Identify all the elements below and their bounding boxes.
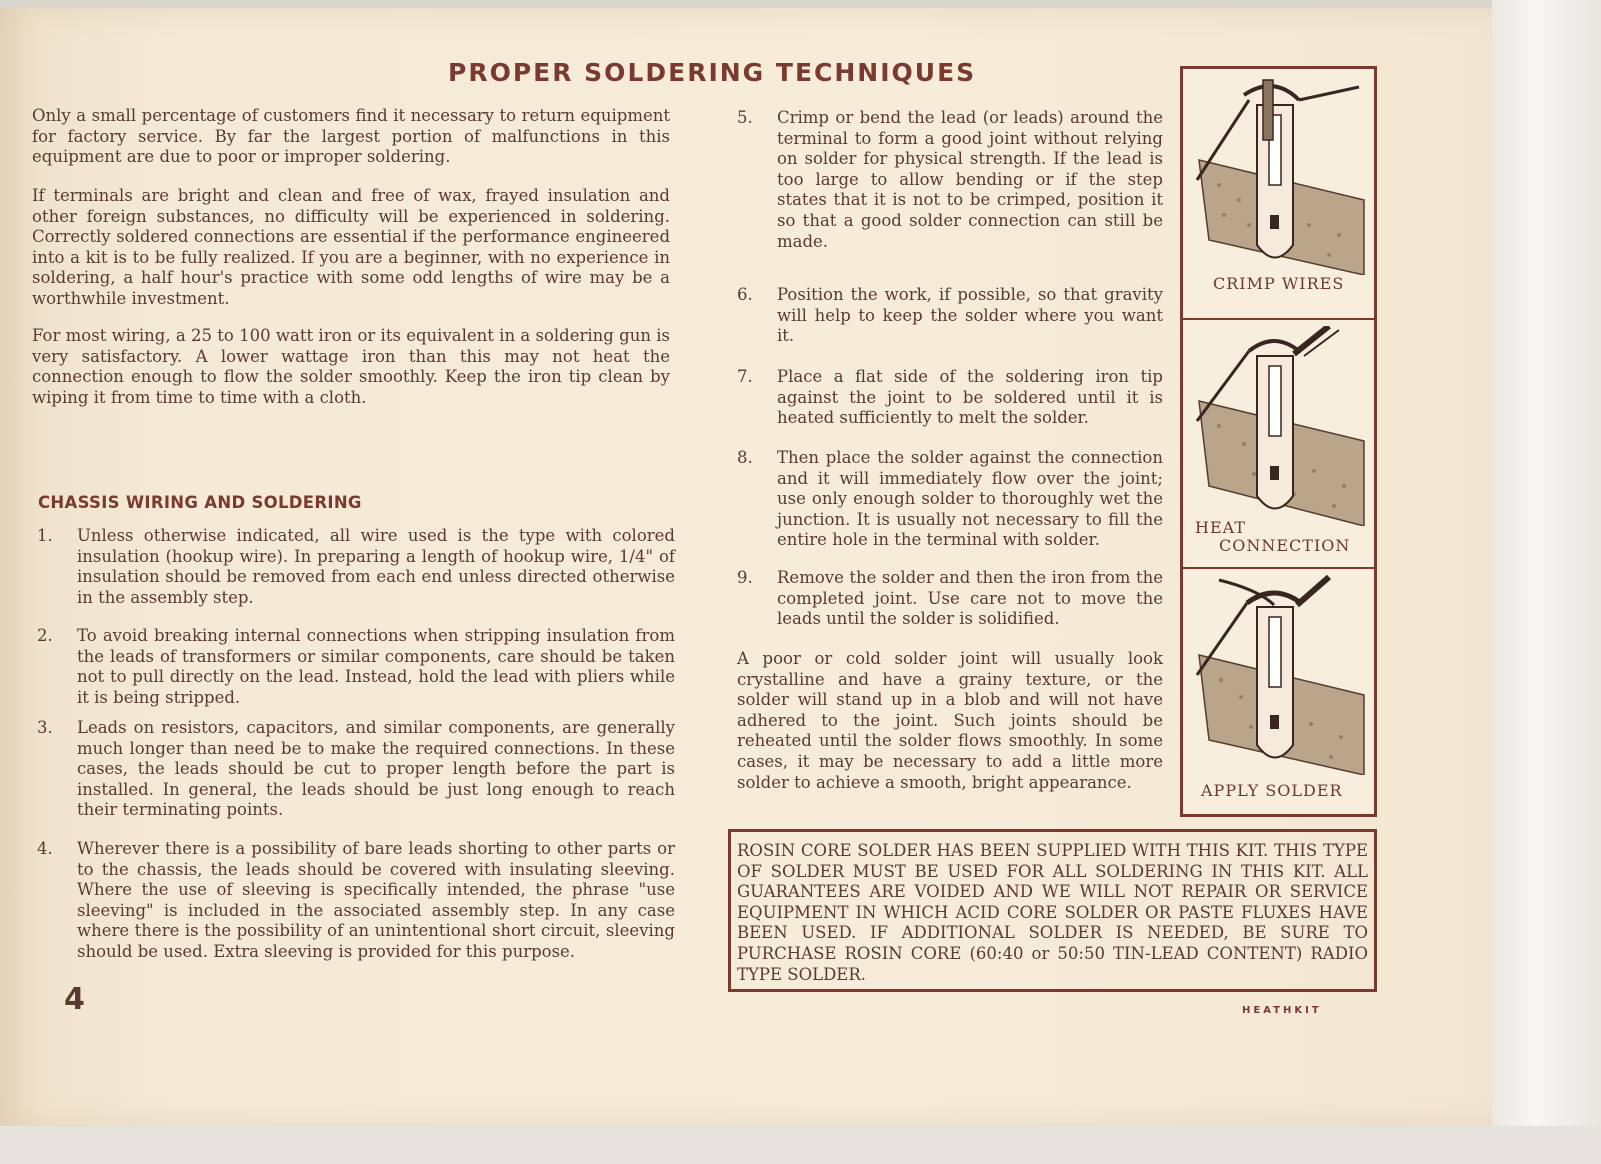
step-number: 2. (37, 626, 53, 645)
intro-paragraph-3: For most wiring, a 25 to 100 watt iron or its equivalent in a soldering gun is very satisfactory. A lower wattage iron than this may not heat the connection enough to flow the solder smoothly. Keep the iron tip clean by wiping it from time to time with a cloth. (32, 326, 670, 407)
figure-panel (1180, 66, 1377, 817)
step-number: 7. (737, 367, 753, 386)
step-number: 9. (737, 568, 753, 587)
step-text: Place a flat side of the soldering iron tip against the joint to be soldered until it is heated sufficiently to melt the solder. (777, 367, 1163, 428)
step-number: 3. (37, 718, 53, 737)
step-text: Remove the solder and then the iron from the completed joint. Use care not to move the leads until the solder is solidified. (777, 568, 1163, 629)
rosin-core-warning-box (728, 829, 1377, 992)
figure-caption-line1: HEAT (1195, 518, 1246, 537)
step-text: Wherever there is a possibility of bare leads shorting to other parts or to the chassis, the leads should be covered with insulating sleeving. Where the use of sleeving is specifically intended, the phrase "use sleeving" is included in the associated assembly step. In any case where there is the possibility of an unintentional short circuit, sleeving should be used. Extra sleeving is provided for this purpose. (77, 839, 675, 961)
terminal-illustration (1189, 75, 1369, 275)
page-title: PROPER SOLDERING TECHNIQUES (448, 58, 977, 87)
figure-caption: APPLY SOLDER (1201, 781, 1343, 800)
terminal-illustration (1189, 326, 1369, 526)
heat-connection-figure (1183, 318, 1374, 568)
figure-caption-line2: CONNECTION (1219, 536, 1351, 555)
step-number: 6. (737, 285, 753, 304)
intro-paragraph-1: Only a small percentage of customers find it necessary to return equipment for factory service. By far the largest portion of malfunctions in this equipment are due to poor or improper soldering. (32, 106, 670, 167)
step-text: Then place the solder against the connection and it will immediately flow over the joint; use only enough solder to thoroughly wet the junction. It is usually not necessary to fill the entire hole in the terminal with solder. (777, 448, 1163, 550)
scan-background (0, 1126, 1601, 1164)
step-text: Crimp or bend the lead (or leads) around the terminal to form a good joint without relying on solder for physical strength. If the lead is too large to allow bending or if the step states that it is not to be crimped, position it so that a good solder connection can still be made. (777, 108, 1163, 251)
apply-solder-figure (1183, 567, 1374, 817)
step-number: 1. (37, 526, 53, 545)
intro-paragraph-2: If terminals are bright and clean and free of wax, frayed insulation and other foreign substances, no difficulty will be experienced in soldering. Correctly soldered connections are essential if the performance engineered into a kit is to be fully realized. If you are a beginner, with no experience in soldering, a half hour's practice with some odd lengths of wire may be a worthwhile investment. (32, 186, 670, 308)
cold-joint-paragraph: A poor or cold solder joint will usually look crystalline and have a grainy texture, or the solder will stand up in a blob and will not have adhered to the joint. Such joints should be reheated until the solder flows smoothly. In some cases, it may be necessary to add a little more solder to achieve a smooth, bright appearance. (737, 649, 1163, 792)
step-text: Leads on resistors, capacitors, and similar components, are generally much longer than need be to make the required connections. In these cases, the leads should be cut to proper length before the part is installed. In general, the leads should be just long enough to reach their terminating points. (77, 718, 675, 820)
crimp-wires-figure (1183, 69, 1374, 317)
warning-text: ROSIN CORE SOLDER HAS BEEN SUPPLIED WITH THIS KIT. THIS TYPE OF SOLDER MUST BE USED FOR ALL SOLDERING IN THIS KIT. ALL GUARANTEES ARE VOIDED AND WE WILL NOT REPAIR OR SERVICE EQUIPMENT IN WHICH ACID CORE SOLDER OR PASTE FLUXES HAVE BEEN USED. IF ADDITIONAL SOLDER IS NEEDED, BE SURE TO PURCHASE ROSIN CORE (60:40 or 50:50 TIN-LEAD CONTENT) RADIO TYPE SOLDER. (737, 841, 1368, 984)
brand-logo: HEATHKIT (1242, 1005, 1322, 1016)
step-number: 8. (737, 448, 753, 467)
terminal-illustration (1189, 575, 1369, 775)
step-text: Unless otherwise indicated, all wire used is the type with colored insulation (hookup wire). In preparing a length of hookup wire, 1/4" of insulation should be removed from each end unless directed otherwise in the assembly step. (77, 526, 675, 607)
step-text: To avoid breaking internal connections when stripping insulation from the leads of transformers or similar components, care should be taken not to pull directly on the lead. Instead, hold the lead with pliers while it is being stripped. (77, 626, 675, 707)
figure-caption: CRIMP WIRES (1213, 274, 1345, 293)
page-number: 4 (64, 982, 85, 1017)
step-number: 4. (37, 839, 53, 858)
step-number: 5. (737, 108, 753, 127)
step-text: Position the work, if possible, so that gravity will help to keep the solder where you want it. (777, 285, 1163, 346)
page-edge (1492, 0, 1601, 1164)
chassis-heading: CHASSIS WIRING AND SOLDERING (38, 493, 362, 512)
